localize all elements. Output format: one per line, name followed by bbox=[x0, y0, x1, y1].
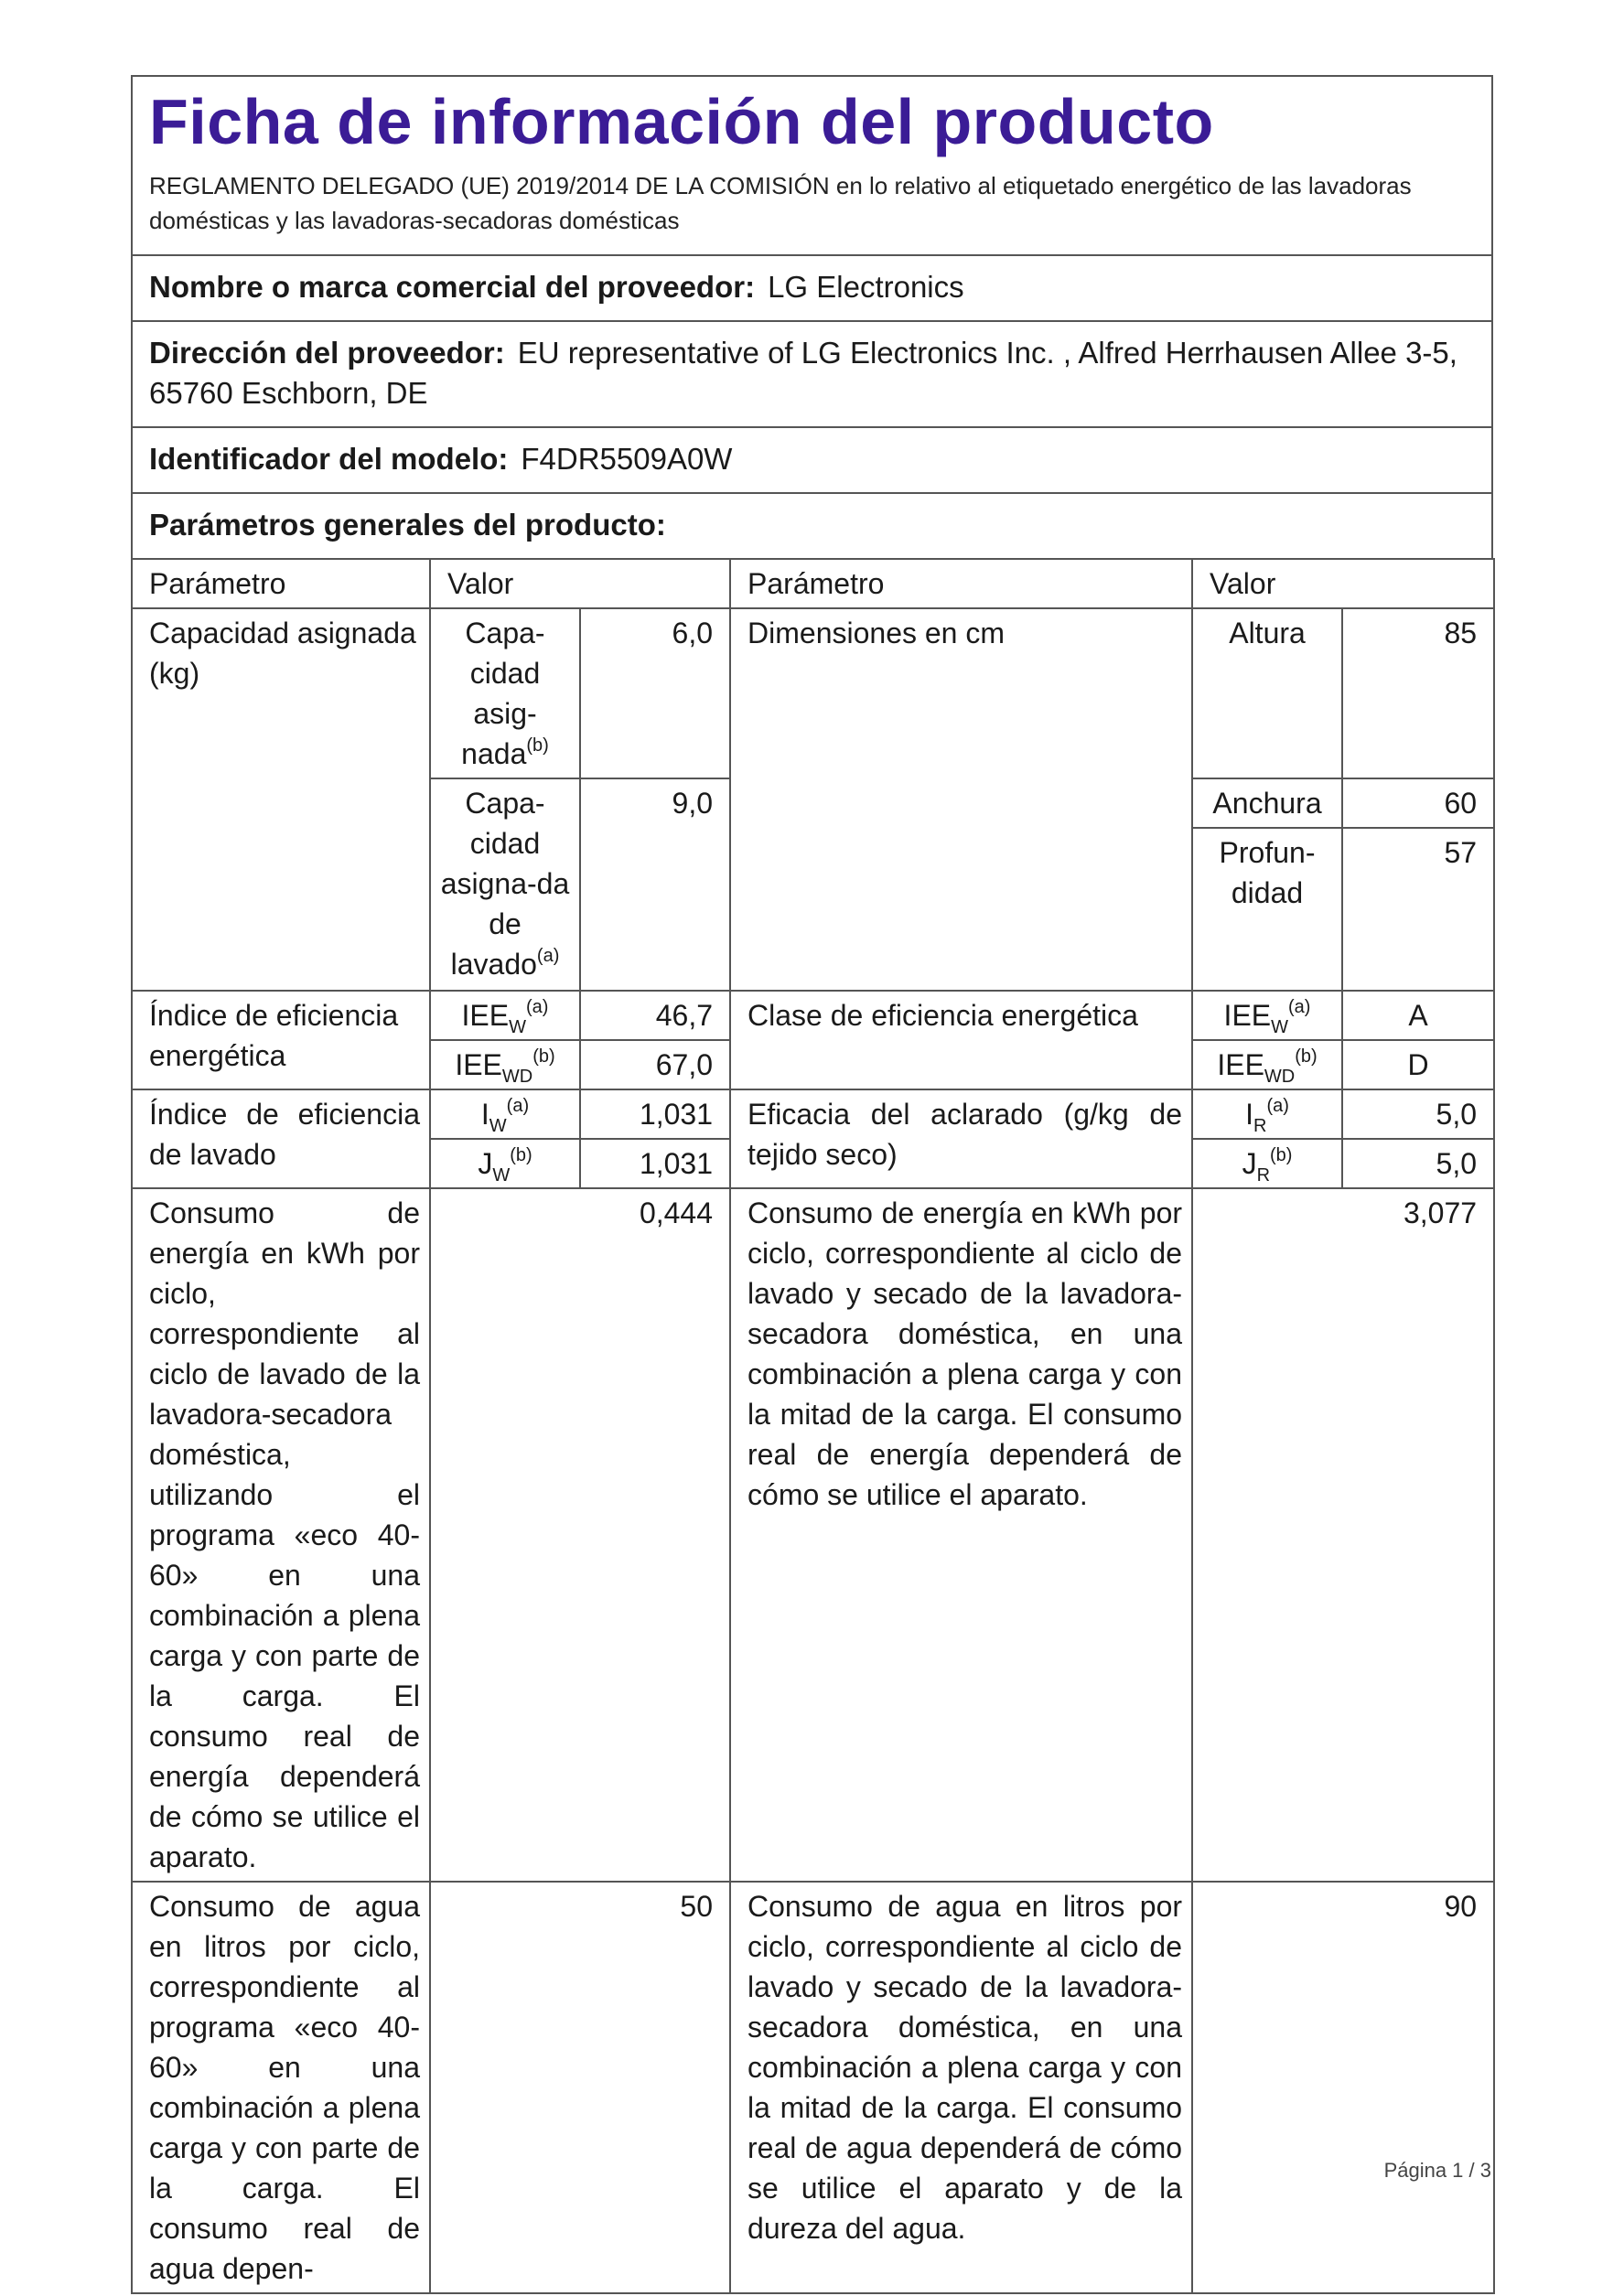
model-identifier: F4DR5509A0W bbox=[521, 441, 733, 476]
water-washdry-value: 90 bbox=[1192, 1882, 1494, 2293]
energy-wash-label: Consumo de energía en kWh por ciclo, correspondiente al ciclo de lavado de la lavadora-secadora doméstica, utilizando el programa «eco 40-60» en una combinación a plena carga y con parte de la carga. El consumo real de energía dependerá de cómo se utilice el aparato. bbox=[132, 1188, 430, 1882]
parameters-table bbox=[131, 558, 1495, 2294]
table-header-row bbox=[132, 559, 1494, 608]
page-number: Página 1 / 3 bbox=[1383, 2159, 1491, 2182]
ieewd-symbol: $IEE_{WD}^{(b)}$ bbox=[430, 1040, 580, 1089]
class-ieewd-symbol: $IEE_{WD}^{(b)}$ bbox=[1192, 1040, 1342, 1089]
energy-washdry-label: Consumo de energía en kWh por ciclo, correspondiente al ciclo de lavado y secado de la lavadora-secadora doméstica, en una combinación a plena carga y con la mitad de la carga. El consumo real de energía dependerá de cómo se utilice el aparato. bbox=[730, 1188, 1192, 1882]
header-parameter: Parámetro bbox=[730, 559, 1192, 608]
table-row bbox=[132, 1089, 1494, 1139]
iw-value: 1,031 bbox=[580, 1089, 730, 1139]
class-w-value: A bbox=[1342, 991, 1494, 1040]
supplier-name: LG Electronics bbox=[768, 269, 964, 304]
ieewd-value: 67,0 bbox=[580, 1040, 730, 1089]
energy-washdry-value: 3,077 bbox=[1192, 1188, 1494, 1882]
jw-value: 1,031 bbox=[580, 1139, 730, 1188]
height-value: 85 bbox=[1342, 608, 1494, 778]
note-b: (b) bbox=[526, 735, 549, 756]
capacity-a-label-cell bbox=[430, 778, 580, 991]
supplier-address-label: Dirección del proveedor: bbox=[149, 335, 505, 370]
model-label: Identificador del modelo: bbox=[149, 441, 509, 476]
jw-symbol: $J_W^{(b)}$ bbox=[430, 1139, 580, 1188]
capacity-b-label: Capa-cidad asig-nada bbox=[461, 616, 545, 770]
header-value: Valor bbox=[430, 559, 730, 608]
eei-label: Índice de eficiencia energética bbox=[132, 991, 430, 1089]
capacity-label: Capacidad asignada (kg) bbox=[132, 608, 430, 991]
water-wash-value: 50 bbox=[430, 1882, 730, 2293]
table-row bbox=[132, 1882, 1494, 2293]
general-params-label: Parámetros generales del producto: bbox=[149, 507, 666, 542]
ir-value: 5,0 bbox=[1342, 1089, 1494, 1139]
dimensions-label: Dimensiones en cm bbox=[730, 608, 1192, 991]
general-params-row bbox=[131, 492, 1493, 558]
width-label: Anchura bbox=[1192, 778, 1342, 828]
depth-value: 57 bbox=[1342, 828, 1494, 991]
energy-wash-value: 0,444 bbox=[430, 1188, 730, 1882]
class-wd-value: D bbox=[1342, 1040, 1494, 1089]
energy-class-label: Clase de eficiencia energética bbox=[730, 991, 1192, 1089]
water-wash-label: Consumo de agua en litros por ciclo, correspondiente al programa «eco 40-60» en una combinación a plena carga y con parte de la carga. El consumo real de agua depen- bbox=[132, 1882, 430, 2293]
rinse-label: Eficacia del aclarado (g/kg de tejido seco) bbox=[730, 1089, 1192, 1188]
capacity-b-label-cell bbox=[430, 608, 580, 778]
ieew-symbol: $IEE_W^{(a)}$ bbox=[430, 991, 580, 1040]
supplier-address: EU representative of LG Electronics Inc. , Alfred Herrhausen Allee 3-5, 65760 Eschborn, DE bbox=[149, 335, 1457, 410]
supplier-name-row bbox=[131, 254, 1493, 320]
width-value: 60 bbox=[1342, 778, 1494, 828]
table-row bbox=[132, 991, 1494, 1040]
page-title: Ficha de información del producto bbox=[149, 86, 1214, 157]
header-parameter: Parámetro bbox=[132, 559, 430, 608]
capacity-a-value: 9,0 bbox=[580, 778, 730, 991]
wash-efficiency-label: Índice de eficiencia de lavado bbox=[132, 1089, 430, 1188]
water-washdry-label: Consumo de agua en litros por ciclo, correspondiente al ciclo de lavado y secado de la lavadora-secadora doméstica, en una combinación a plena carga y con la mitad de la carga. El consumo real de agua dependerá de cómo se utilice el aparato y de la dureza del agua. bbox=[730, 1882, 1192, 2293]
table-row bbox=[132, 608, 1494, 778]
iw-symbol: $I_W^{(a)}$ bbox=[430, 1089, 580, 1139]
title-block bbox=[131, 75, 1493, 254]
header-value: Valor bbox=[1192, 559, 1494, 608]
height-label: Altura bbox=[1192, 608, 1342, 778]
capacity-b-value: 6,0 bbox=[580, 608, 730, 778]
table-row bbox=[132, 1188, 1494, 1882]
jr-value: 5,0 bbox=[1342, 1139, 1494, 1188]
capacity-a-label: Capa-cidad asigna-da de lavado bbox=[440, 786, 570, 981]
ieew-value: 46,7 bbox=[580, 991, 730, 1040]
note-a: (a) bbox=[536, 945, 560, 966]
supplier-name-label: Nombre o marca comercial del proveedor: bbox=[149, 269, 756, 304]
supplier-address-row bbox=[131, 320, 1493, 426]
jr-symbol: $J_R^{(b)}$ bbox=[1192, 1139, 1342, 1188]
depth-label: Profun-didad bbox=[1192, 828, 1342, 991]
ir-symbol: $I_R^{(a)}$ bbox=[1192, 1089, 1342, 1139]
regulation-text: REGLAMENTO DELEGADO (UE) 2019/2014 DE LA COMISIÓN en lo relativo al etiquetado energético de las lavadoras domésticas y las lavadoras-secadoras domésticas bbox=[149, 171, 1412, 234]
model-row bbox=[131, 426, 1493, 492]
class-ieew-symbol: $IEE_W^{(a)}$ bbox=[1192, 991, 1342, 1040]
